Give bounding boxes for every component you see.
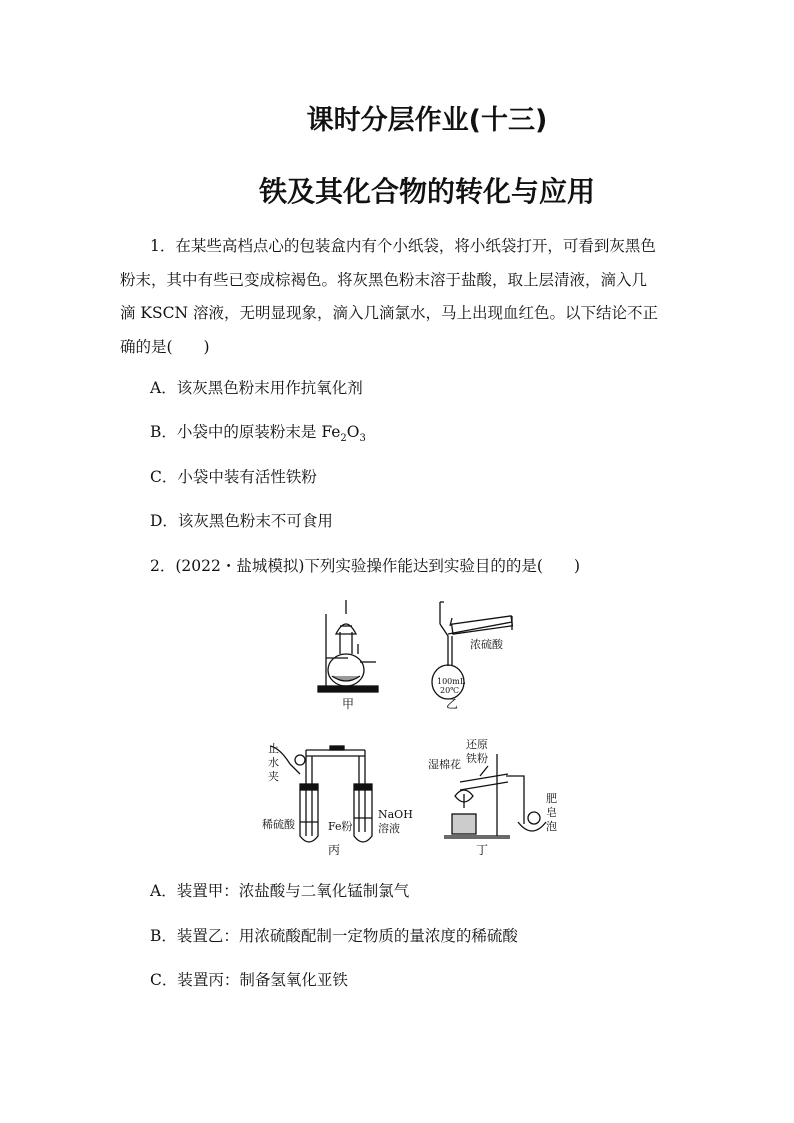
label-conc-h2so4: 浓硫酸 <box>470 638 503 651</box>
label-clamp-1: 止 <box>268 742 279 755</box>
label-naoh: NaOH <box>378 808 413 821</box>
question-1-stem <box>120 230 680 364</box>
q1-option-b-text: B．小袋中的原装粉末是 Fe <box>150 423 341 441</box>
label-dilute-acid: 稀硫酸 <box>262 818 295 831</box>
q1-option-b-o: O <box>346 423 360 441</box>
label-reduced-fe-2: 铁粉 <box>466 752 488 765</box>
label-reduced-fe-1: 还原 <box>466 738 488 751</box>
label-soap-2: 皂 <box>546 806 557 819</box>
q2-option-a: A．装置甲：浓盐酸与二氧化锰制氯气 <box>150 882 410 900</box>
page-subtitle: 铁及其化合物的转化与应用 <box>258 175 595 208</box>
label-yi: 乙 <box>445 697 459 711</box>
q1-option-d: D．该灰黑色粉末不可食用 <box>150 512 333 530</box>
label-jia: 甲 <box>341 697 355 711</box>
apparatus-figure <box>0 596 794 876</box>
subscript: 2 <box>340 433 347 445</box>
label-clamp-3: 夹 <box>268 770 279 783</box>
page-title: 课时分层作业(十三) <box>306 105 548 136</box>
q1-option-c: C．小袋中装有活性铁粉 <box>150 468 317 486</box>
label-flask-volume: 100mL <box>437 677 466 686</box>
q1-line: 确的是( ) <box>120 337 210 356</box>
label-soap-3: 泡 <box>546 820 557 833</box>
q1-line: 滴 KSCN 溶液，无明显现象，滴入几滴氯水，马上出现血红色。以下结论不正 <box>120 304 658 322</box>
q1-line: 粉末，其中有些已变成棕褐色。将灰黑色粉末溶于盐酸，取上层清液，滴入几 <box>120 270 648 289</box>
label-wet-cotton: 湿棉花 <box>428 758 461 771</box>
q2-option-c: C．装置丙：制备氢氧化亚铁 <box>150 971 348 989</box>
subscript: 3 <box>359 433 366 445</box>
label-flask-temp: 20℃ <box>440 686 460 695</box>
label-fe-powder: Fe粉 <box>328 820 353 833</box>
q1-option-a: A．该灰黑色粉末用作抗氧化剂 <box>150 379 363 397</box>
q1-option-b <box>150 420 366 444</box>
question-2-stem: 2．(2022・盐城模拟)下列实验操作能达到实验目的的是( ) <box>150 557 580 575</box>
label-naoh-solution: 溶液 <box>378 822 400 835</box>
q1-line: 1．在某些高档点心的包装盒内有个小纸袋，将小纸袋打开，可看到灰黑色 <box>150 237 656 255</box>
label-clamp-2: 水 <box>268 756 279 769</box>
label-ding: 丁 <box>475 843 489 857</box>
label-bing: 丙 <box>327 843 341 857</box>
label-soap-1: 肥 <box>546 792 557 805</box>
apparatus-jia <box>318 600 378 692</box>
q2-option-b: B．装置乙：用浓硫酸配制一定物质的量浓度的稀硫酸 <box>150 927 518 945</box>
